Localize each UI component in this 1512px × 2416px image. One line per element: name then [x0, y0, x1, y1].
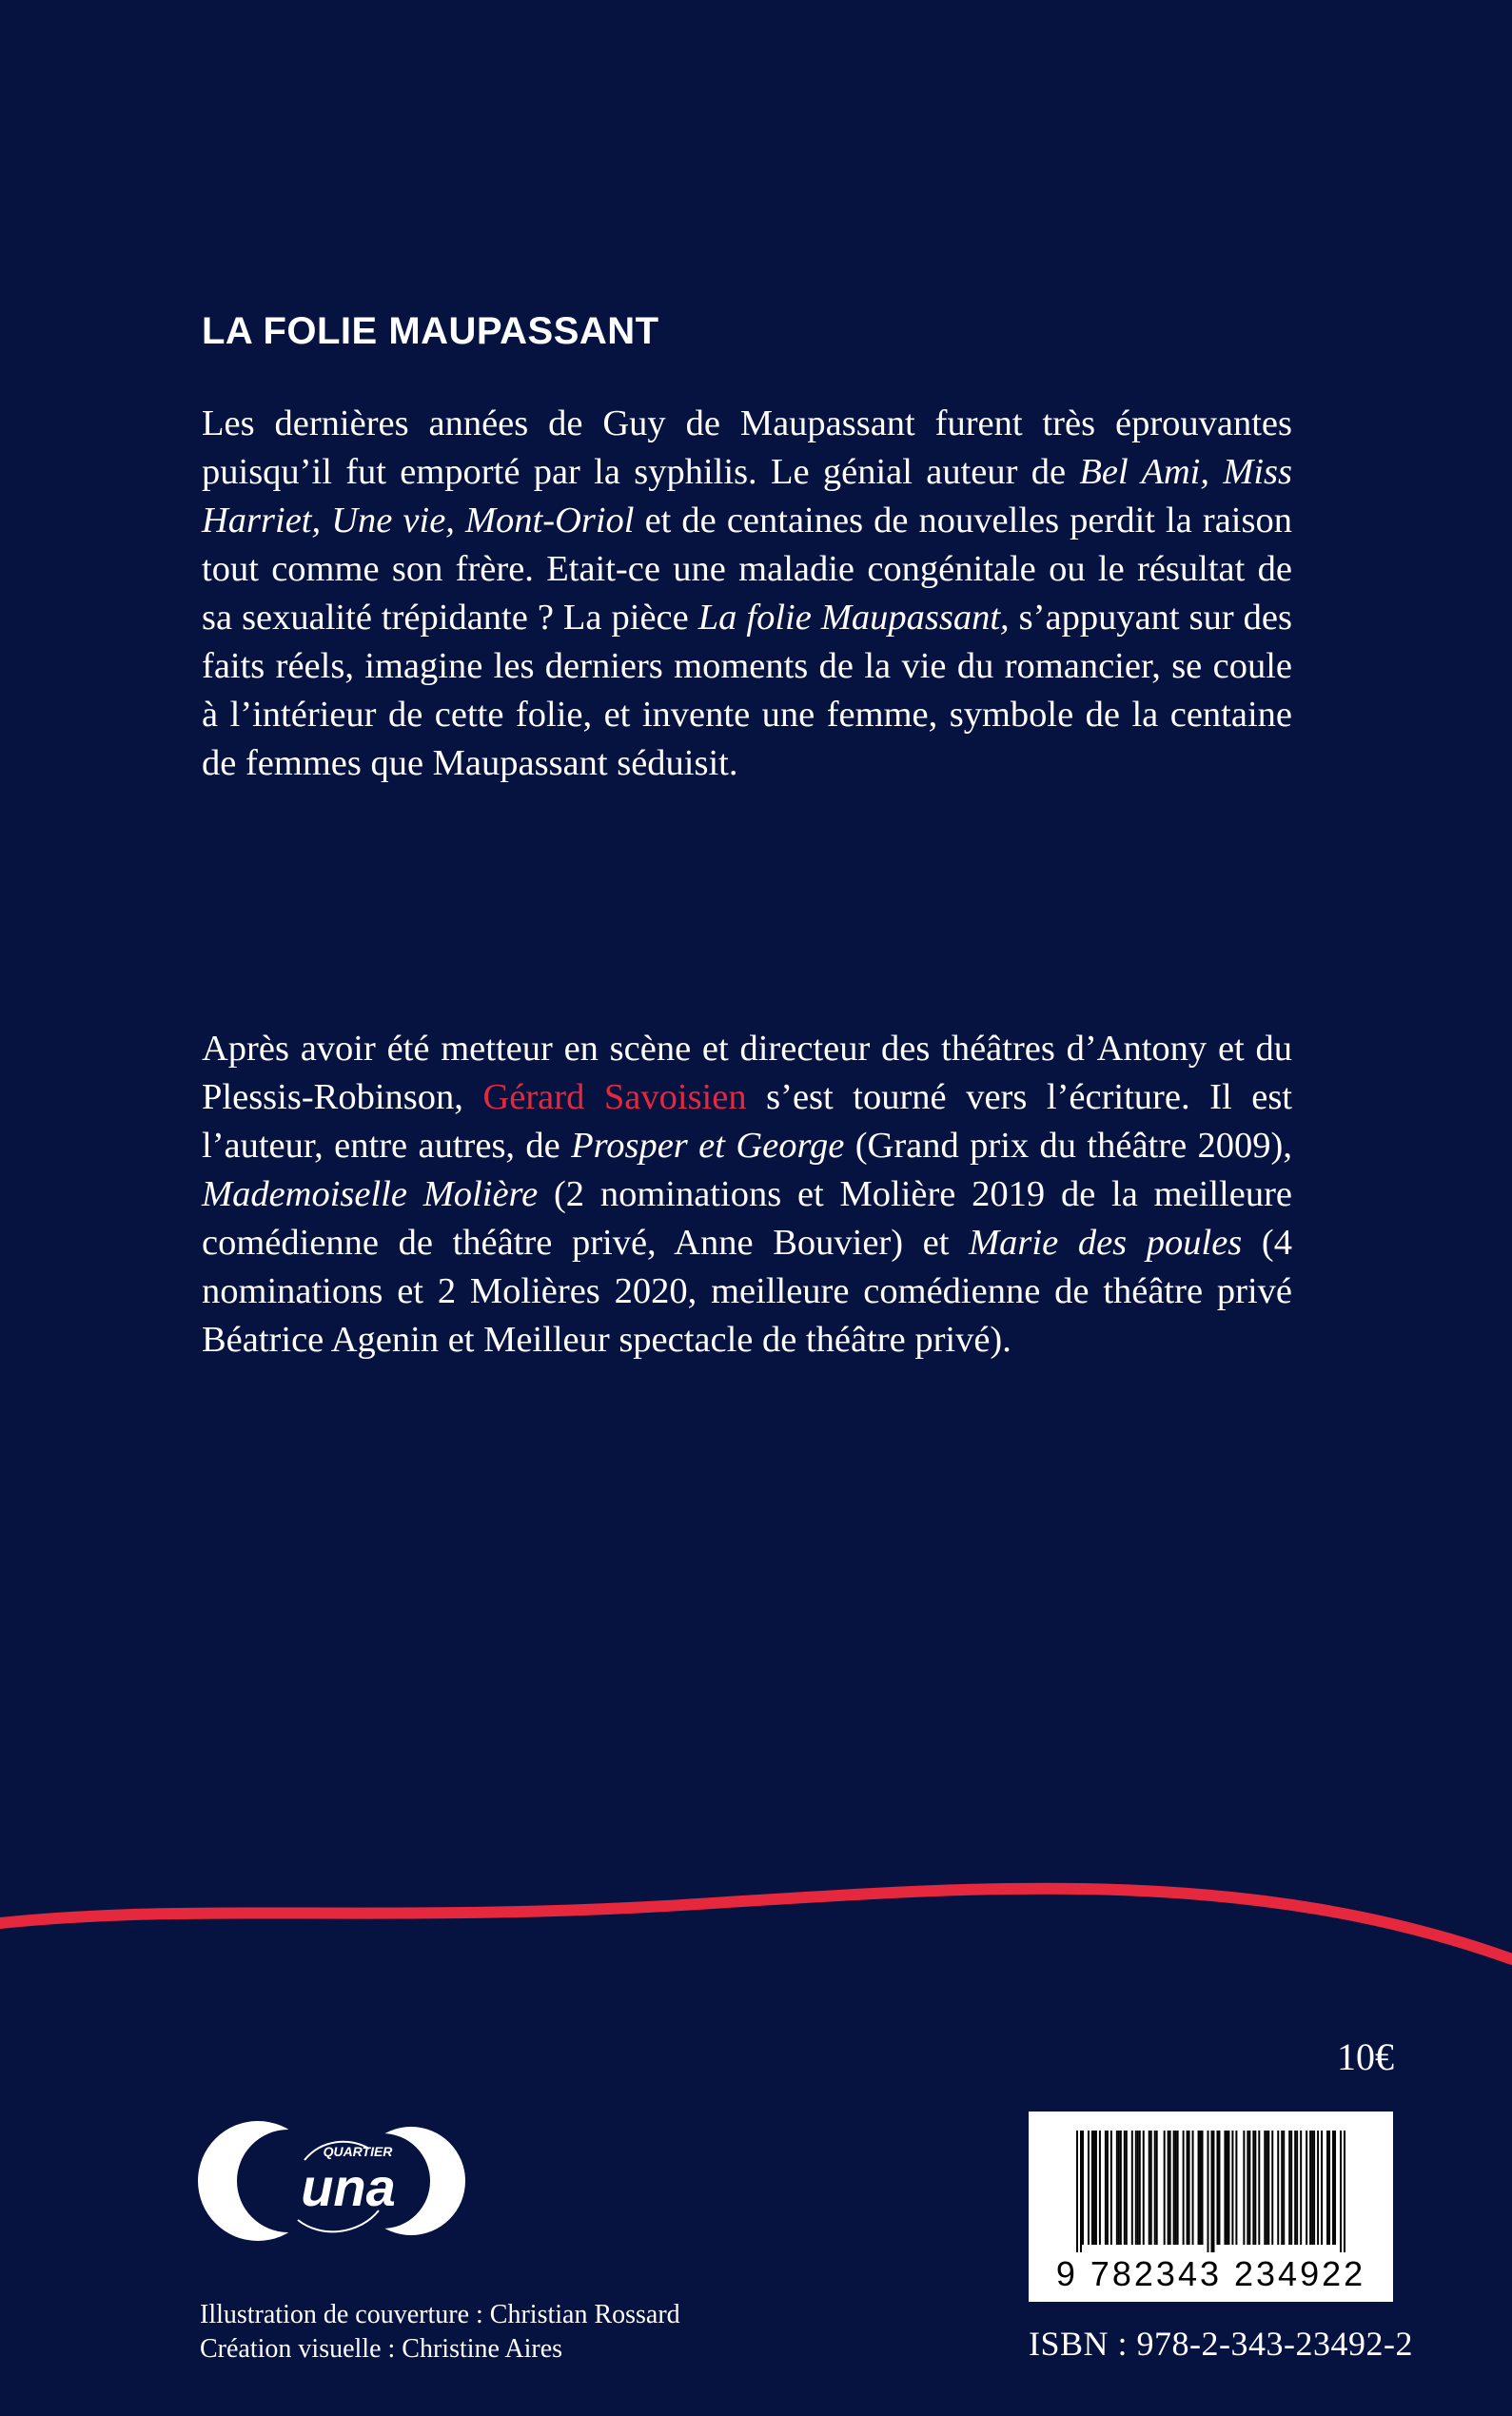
barcode-bar [1088, 2131, 1090, 2245]
barcode-bar [1149, 2131, 1150, 2245]
barcode-bar [1110, 2131, 1112, 2245]
barcode-bar [1311, 2131, 1313, 2245]
text-run: s’est tourné vers l’écriture. Il est l’auteur, entre autres, de [202, 1077, 1292, 1166]
barcode-bar [1252, 2131, 1254, 2245]
barcode-bar [1187, 2131, 1188, 2245]
barcode-bar [1095, 2131, 1097, 2245]
barcode-bar [1156, 2131, 1158, 2245]
book-title: LA FOLIE MAUPASSANT [202, 310, 659, 352]
barcode-bar [1126, 2131, 1128, 2245]
barcode-bar [1168, 2131, 1169, 2245]
barcode-bar [1216, 2131, 1218, 2245]
barcode-bar [1076, 2131, 1078, 2252]
barcode-bar [1224, 2131, 1226, 2245]
barcode-bar [1105, 2131, 1107, 2245]
barcode-bar [1271, 2131, 1273, 2245]
work-title: Marie des poules [969, 1223, 1243, 1263]
barcode-bar [1288, 2131, 1290, 2245]
barcode-bar [1131, 2131, 1133, 2245]
barcode-bar [1169, 2131, 1171, 2245]
barcode-bar [1326, 2131, 1328, 2245]
text-run: (2 nominations et Molière 2019 de la meilleure comédienne de théâtre privé, Anne Bouvier) et [202, 1174, 1292, 1263]
work-title: La folie Maupassant, [697, 598, 1010, 638]
barcode-bar [1116, 2131, 1118, 2245]
barcode-bar [1135, 2131, 1137, 2245]
barcode-bar [1183, 2131, 1185, 2245]
barcode-bar [1340, 2131, 1342, 2252]
barcode-bar [1264, 2131, 1266, 2245]
barcode-bar [1212, 2131, 1214, 2252]
barcode-bar [1283, 2131, 1285, 2245]
barcode-bar [1281, 2131, 1283, 2245]
barcode-bar [1227, 2131, 1229, 2245]
barcode-bar [1188, 2131, 1190, 2245]
barcode-bar [1200, 2131, 1202, 2245]
barcode-bar [1321, 2131, 1323, 2245]
barcode-bar [1093, 2131, 1095, 2245]
barcode-bar [1124, 2131, 1126, 2245]
work-title: Mademoiselle Molière [202, 1174, 539, 1214]
barcode-bar [1317, 2131, 1319, 2245]
barcode-bar [1099, 2131, 1101, 2245]
text-run: s’appuyant sur des faits réels, imagine les derniers moments de la vie du romancier, se coule à l’intérieur de cette folie, et invente une femme, symbole de la centaine de femmes que Maupassant séduisit. [202, 598, 1292, 783]
text-run: Les dernières années de Guy de Maupassant furent très éprouvantes puisqu’il fut emporté par la syphilis. Le génial auteur de [202, 403, 1292, 492]
barcode-bar [1154, 2131, 1156, 2245]
barcode-bar [1082, 2131, 1084, 2245]
barcode-bar [1137, 2131, 1139, 2245]
barcode-digits: 9 782343 234922 [1055, 2254, 1366, 2293]
barcode-bar [1143, 2131, 1145, 2245]
barcode-bar [1177, 2131, 1179, 2245]
barcode-bar [1139, 2131, 1141, 2245]
barcode-bar [1198, 2131, 1200, 2245]
barcode-bar [1306, 2131, 1307, 2245]
barcode-bar [1164, 2131, 1166, 2245]
barcode-bar [1243, 2131, 1245, 2245]
barcode-bar [1080, 2131, 1082, 2252]
barcode-bar [1091, 2131, 1093, 2245]
author-name: Gérard Savoisien [482, 1077, 747, 1117]
author-bio-paragraph [202, 1025, 1292, 1365]
barcode-bar [1334, 2131, 1336, 2245]
text-run: Après avoir été metteur en scène et directeur des théâtres d’Antony et du Plessis-Robinson, [202, 1029, 1292, 1117]
barcode-bar [1332, 2131, 1334, 2245]
isbn: ISBN : 978-2-343-23492-2 [1029, 2325, 1413, 2363]
barcode-bar [1309, 2131, 1311, 2245]
barcode-bar [1277, 2131, 1279, 2245]
price: 10€ [1337, 2035, 1394, 2078]
barcode-bar [1254, 2131, 1256, 2245]
decorative-wave [0, 1865, 1512, 1998]
barcode-bar [1173, 2131, 1175, 2245]
text-run: (Grand prix du théâtre 2009), [844, 1126, 1292, 1166]
work-title: Prosper et George [571, 1126, 845, 1166]
credit-visual-design: Création visuelle : Christine Aires [200, 2334, 563, 2364]
barcode-bar [1226, 2131, 1227, 2245]
barcode-bar [1328, 2131, 1330, 2245]
barcode-bar [1267, 2131, 1269, 2245]
barcode-bar [1247, 2131, 1248, 2245]
barcode-bar [1294, 2131, 1296, 2245]
logo-small-text: QUARTIER [323, 2144, 393, 2159]
text-run: et de centaines de nouvelles perdit la raison tout comme son frère. Etait-ce une maladie congénitale ou le résultat de sa sexualité trépidante ? La pièce [202, 501, 1292, 638]
logo-large-text: una [301, 2157, 396, 2217]
barcode-bars [1029, 2112, 1393, 2254]
synopsis-paragraph [202, 400, 1292, 788]
barcode-bar [1296, 2131, 1298, 2245]
barcode-bar [1300, 2131, 1302, 2245]
credit-illustration: Illustration de couverture : Christian Rossard [200, 2300, 680, 2329]
barcode-bar [1208, 2131, 1209, 2252]
barcode-bar [1258, 2131, 1260, 2245]
barcode-bar [1202, 2131, 1204, 2245]
work-title: Bel Ami, Miss Harriet, Une vie, Mont-Oriol [202, 452, 1292, 540]
publisher-logo [198, 2120, 483, 2244]
barcode-bar [1235, 2131, 1237, 2245]
barcode-bar [1248, 2131, 1250, 2245]
barcode-bar [1192, 2131, 1194, 2245]
text-run: (4 nominations et 2 Molières 2020, meilleure comédienne de théâtre privé Béatrice Agenin et Meilleur spectacle de théâtre privé). [202, 1223, 1292, 1360]
barcode-bar [1266, 2131, 1267, 2245]
barcode-bar [1150, 2131, 1152, 2245]
barcode-bar [1175, 2131, 1177, 2245]
barcode-bar [1313, 2131, 1315, 2245]
barcode-bar [1344, 2131, 1345, 2252]
barcode-bar [1211, 2131, 1213, 2252]
barcode-bar [1107, 2131, 1109, 2245]
barcode-bar [1218, 2131, 1220, 2245]
barcode-bar [1118, 2131, 1120, 2245]
barcode-bar [1231, 2131, 1233, 2245]
barcode-bar [1120, 2131, 1122, 2245]
barcode-bar [1290, 2131, 1292, 2245]
